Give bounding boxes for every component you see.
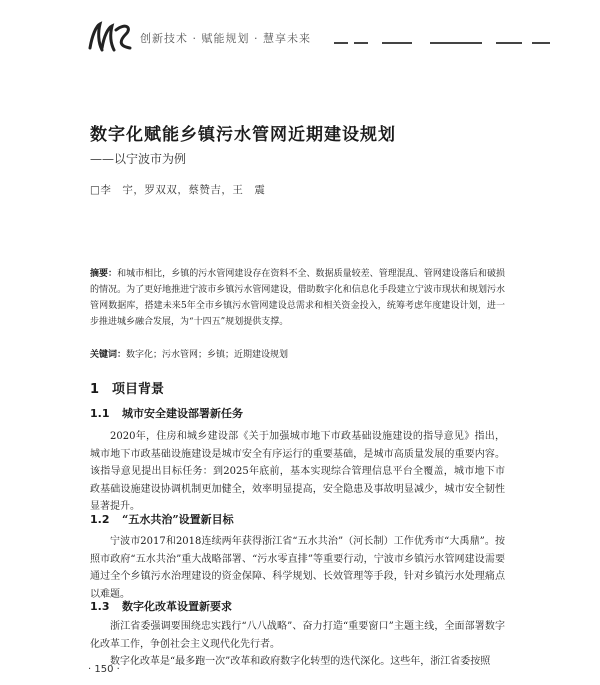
header-rule [354, 42, 368, 44]
subsection-number: 1.3 [90, 600, 110, 613]
subsection-heading [90, 511, 234, 527]
keywords [90, 347, 505, 360]
journal-tagline: 创新技术 · 赋能规划 · 慧享未来 [140, 32, 311, 45]
paragraph: 2020年，住房和城乡建设部《关于加强城市地下市政基础设施建设的指导意见》指出，城市地下市政基础设施建设是城市安全有序运行的重要基础，是城市高质量发展的重要内容。该指导意见提出目标任务：到2025年底前，基本实现综合管理信息平台全覆盖，城市地下市政基础设施建设协调机制更加健全，效率明显提高，安全隐患及事故明显减少，城市安全韧性显著提升。 [90, 431, 505, 512]
section-title: 项目背景 [112, 382, 165, 397]
article-authors [90, 182, 265, 197]
section-number: 1 [90, 382, 100, 397]
page-number: · 150 · [88, 664, 120, 675]
subsection-number: 1.1 [90, 407, 110, 420]
section-heading [90, 378, 164, 397]
authors-marker: □ [90, 184, 101, 196]
keywords-text: 数字化；污水管网；乡镇；近期建设规划 [126, 350, 289, 360]
header-rule [334, 42, 348, 44]
abstract-text: 和城市相比，乡镇的污水管网建设存在资料不全、数据质量较差、管理混乱、管网建设落后和破损的情况。为了更好地推进宁波市乡镇污水管网建设，借助数字化和信息化手段建立宁波市现状和规划污水管网数据库，搭建未来5年全市乡镇污水管网建设总需求和相关资金投入，统筹考虑年度建设计划，进一步推进城乡融合发展，为“十四五”规划提供支撑。 [90, 269, 505, 327]
authors-list: 李 宇，罗双双，蔡赞吉，王 震 [100, 184, 266, 196]
subsection-title: 数字化改革设置新要求 [122, 600, 232, 613]
article-subtitle: ——以宁波市为例 [90, 152, 187, 166]
header-rule [532, 42, 550, 44]
subsection-title: “五水共治”设置新目标 [122, 513, 234, 526]
abstract [90, 266, 505, 330]
header-rule [382, 42, 412, 44]
subsection-number: 1.2 [90, 513, 110, 526]
subsection-heading [90, 405, 243, 421]
article-title: 数字化赋能乡镇污水管网近期建设规划 [90, 125, 396, 145]
journal-header [86, 18, 600, 58]
header-rule [496, 42, 522, 44]
abstract-label: 摘要： [90, 269, 118, 279]
keywords-label: 关键词： [90, 350, 127, 360]
paragraph: 数字化改革是“最多跑一次”改革和政府数字化转型的迭代深化。这些年，浙江省委按照 [110, 656, 491, 667]
journal-logo-icon [86, 18, 134, 56]
subsection-heading [90, 598, 232, 614]
subsection-title: 城市安全建设部署新任务 [122, 407, 243, 420]
header-rule [430, 42, 482, 44]
paragraph: 浙江省委强调要围绕忠实践行“八八战略”、奋力打造“重要窗口”主题主线，全面部署数字化改革工作，争创社会主义现代化先行者。 [90, 621, 505, 650]
paragraph: 宁波市2017和2018连续两年获得浙江省“五水共治”（河长制）工作优秀市“大禹鼎”。按照市政府“五水共治”重大战略部署、“污水零直排”等重要行动，宁波市乡镇污水管网建设需要通过全个乡镇污水治理建设的资金保障、科学规划、长效管理等手段，针对乡镇污水处理痛点以难题。 [90, 536, 505, 600]
